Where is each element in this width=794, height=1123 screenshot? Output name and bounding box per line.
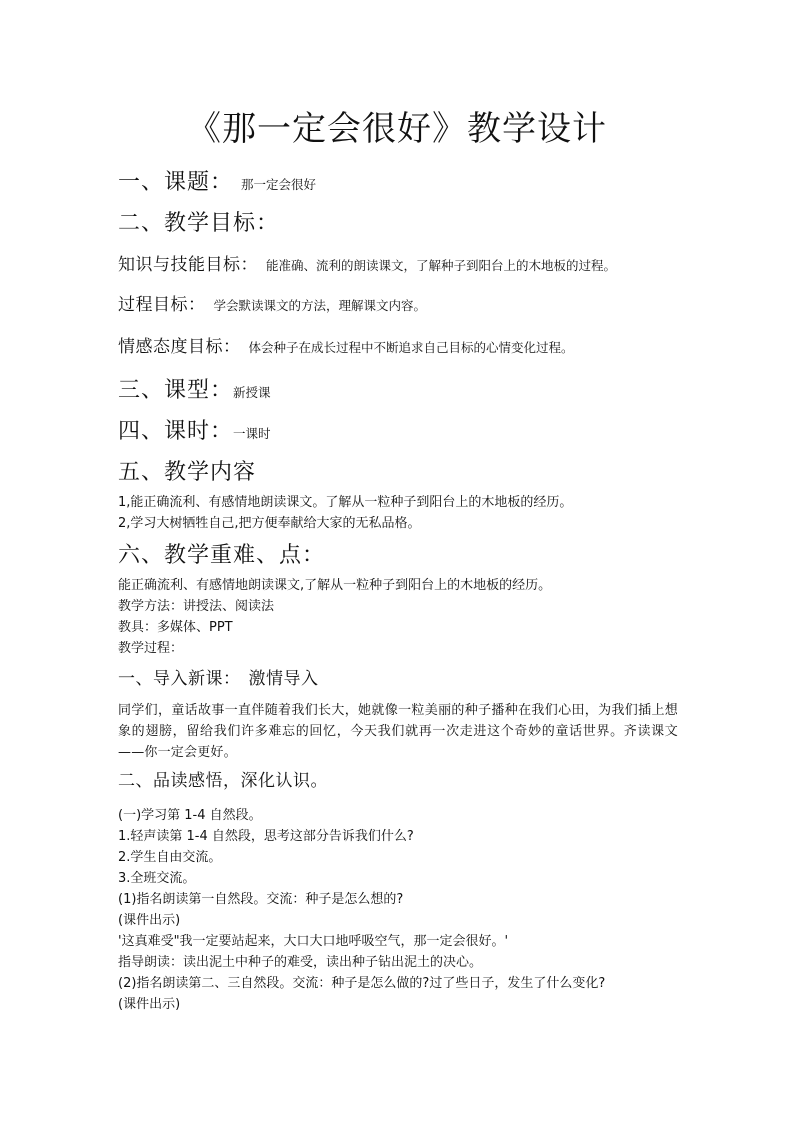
section-content-heading: 五、教学内容 [118, 460, 257, 485]
goal-process [118, 292, 426, 318]
process-line: 1.轻声读第 1-4 自然段，思考这部分告诉我们什么? [118, 829, 414, 844]
process-line: (课件出示) [118, 913, 181, 928]
process-intro-subheading: 激情导入 [248, 669, 319, 689]
content-item: 1,能正确流利、有感情地朗读课文。了解从一粒种子到阳台上的木地板的经历。 [118, 495, 573, 510]
goal-emotion [118, 334, 574, 360]
keypoints-line: 能正确流利、有感情地朗读课文,了解从一粒种子到阳台上的木地板的经历。 [118, 578, 552, 593]
section-hours [118, 417, 271, 447]
section-topic [118, 168, 316, 198]
process-line: (课件出示) [118, 997, 181, 1012]
goal-emotion-label: 情感态度目标： [118, 337, 241, 357]
process-intro-heading: 一、导入新课： [118, 669, 241, 689]
process-line: (一)学习第 1-4 自然段。 [118, 808, 262, 823]
process-intro [118, 666, 319, 692]
goal-emotion-text: 体会种子在成长过程中不断追求自己目标的心情变化过程。 [248, 340, 574, 355]
section-hours-heading: 四、课时： [118, 419, 234, 444]
goal-knowledge-text: 能准确、流利的朗读课文，了解种子到阳台上的木地板的过程。 [266, 258, 617, 273]
process-line: 指导朗读：读出泥土中种子的难受，读出种子钻出泥土的决心。 [118, 955, 483, 970]
section-keypoints-heading: 六、教学重难、点： [118, 543, 326, 568]
section-topic-value: 那一定会很好 [241, 177, 317, 192]
goal-process-text: 学会默读课文的方法，理解课文内容。 [213, 298, 427, 313]
section-type [118, 376, 271, 406]
process-reading-heading: 二、品读感悟，深化认识。 [118, 771, 328, 791]
section-type-value: 新授课 [233, 385, 271, 400]
process-intro-paragraph: 同学们，童话故事一直伴随着我们长大，她就像一粒美丽的种子播种在我们心田，为我们插上想象的翅膀，留给我们许多难忘的回忆，今天我们就再一次走进这个奇妙的童话世界。齐读课文——你一定会更好。 [118, 703, 678, 760]
goal-knowledge-label: 知识与技能目标： [118, 255, 258, 275]
process-line: (1)指名朗读第一自然段。交流：种子是怎么想的? [118, 892, 404, 907]
process-line: (2)指名朗读第二、三自然段。交流：种子是怎么做的?过了些日子，发生了什么变化? [118, 976, 606, 991]
section-type-heading: 三、课型： [118, 378, 234, 403]
process-line: 3.全班交流。 [118, 871, 196, 886]
teaching-aids: 教具：多媒体、PPT [118, 620, 233, 635]
teaching-process-label: 教学过程： [118, 641, 184, 656]
process-line: 2.学生自由交流。 [118, 850, 222, 865]
section-topic-heading: 一、课题： [118, 170, 234, 195]
content-item: 2,学习大树牺牲自己,把方便奉献给大家的无私品格。 [118, 516, 421, 531]
section-goals-heading: 二、教学目标： [118, 211, 280, 236]
section-hours-value: 一课时 [233, 426, 271, 441]
goal-process-label: 过程目标： [118, 295, 206, 315]
process-line: '这真难受"我一定要站起来，大口大口地呼吸空气，那一定会很好。' [118, 934, 509, 949]
document-title: 《那一定会很好》教学设计 [187, 109, 607, 149]
teaching-method: 教学方法：讲授法、阅读法 [118, 599, 275, 614]
goal-knowledge [118, 252, 616, 278]
